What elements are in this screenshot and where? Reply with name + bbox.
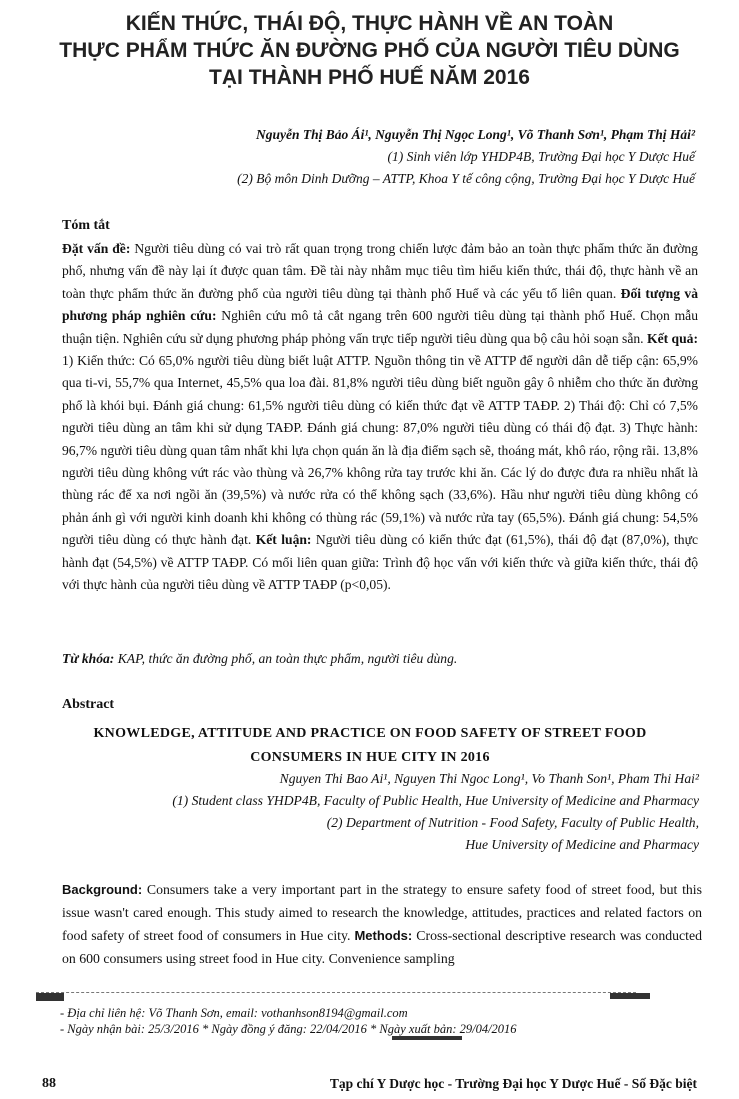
article-title (20, 10, 719, 91)
en-abstract-heading: Abstract (62, 697, 115, 712)
en-article-title (30, 722, 710, 770)
vn-methods-label: Đối tượng và phương pháp nghiên cứu: (62, 285, 698, 324)
vn-keywords-label: Từ khóa: (62, 651, 115, 666)
title-line-2: THỰC PHẨM THỨC ĂN ĐƯỜNG PHỐ CỦA NGƯỜI TIÊU DÙNG (59, 39, 680, 62)
scan-noise (36, 993, 64, 1001)
en-author-block (172, 768, 699, 856)
vn-background-label: Đặt vấn đề: (62, 241, 131, 256)
en-affiliation-2a: (2) Department of Nutrition - Food Safety, Faculty of Public Health, (326, 815, 699, 830)
en-methods-text: Cross-sectional descriptive research was conducted on 600 consumers using street food in Hue city. Convenience sampling (62, 928, 703, 966)
journal-footer: Tạp chí Y Dược học - Trường Đại học Y Dược Huế - Số Đặc biệt (329, 1076, 697, 1091)
vn-results-label: Kết quả: (647, 330, 698, 346)
en-methods-label: Methods: (354, 928, 413, 943)
vn-conclusion-text: Người tiêu dùng có kiến thức đạt (61,5%), thái độ đạt (87,0%), thực hành đạt (54,5%) về ATTP TAĐP. Có mối liên quan giữa: Trình độ học vấn với kiến thức và giữa kiến thức, thái độ với thực hành của người tiêu dùng về ATTP TAĐP (p<0,05). (62, 532, 698, 593)
en-title-line-2: CONSUMERS IN HUE CITY IN 2016 (250, 750, 490, 765)
vn-methods-text: Nghiên cứu mô tả cắt ngang trên 600 người tiêu dùng tại thành phố Huế. Chọn mẫu thuận tiện. Nghiên cứu sử dụng phương pháp phỏng vấn trực tiếp người tiêu dùng qua bộ câu hỏi soạn sẵn. (62, 308, 698, 346)
scan-noise (610, 993, 650, 999)
vn-abstract-heading: Tóm tắt (62, 218, 110, 233)
title-line-1: KIẾN THỨC, THÁI ĐỘ, THỰC HÀNH VỀ AN TOÀN (125, 12, 614, 35)
vn-keywords-text: KAP, thức ăn đường phố, an toàn thực phẩm, người tiêu dùng. (117, 651, 458, 666)
page-number: 88 (42, 1076, 56, 1091)
vn-background-text: Người tiêu dùng có vai trò rất quan trọng trong chiến lược đảm bảo an toàn thực phẩm thức ăn đường phố, nhưng vấn đề này lại ít được quan tâm. Đề tài này nhằm mục tiêu tìm hiểu kiến thức, thái độ, thực hành về an toàn thực phẩm thức ăn đường phố của người tiêu dùng tại thành phố Huế và các yếu tố liên quan. (62, 241, 698, 301)
en-affiliation-1: (1) Student class YHDP4B, Faculty of Public Health, Hue University of Medicine and Pharmacy (172, 793, 699, 808)
en-abstract-body (62, 878, 702, 970)
footnote-dates: - Ngày nhận bài: 25/3/2016 * Ngày đồng ý đăng: 22/04/2016 * Ngày xuất bản: 29/04/2016 (60, 1022, 517, 1036)
vn-keywords (62, 651, 457, 667)
vn-conclusion-label: Kết luận: (255, 532, 312, 548)
vn-abstract-body (62, 238, 698, 597)
affiliation-1: (1) Sinh viên lớp YHDP4B, Trường Đại học Y Dược Huế (387, 149, 695, 164)
en-affiliation-2b: Hue University of Medicine and Pharmacy (465, 837, 699, 852)
affiliation-2: (2) Bộ môn Dinh Dưỡng – ATTP, Khoa Y tế công cộng, Trường Đại học Y Dược Huế (237, 171, 695, 186)
en-author-names: Nguyen Thi Bao Ai¹, Nguyen Thi Ngoc Long¹, Vo Thanh Son¹, Pham Thi Hai² (279, 771, 699, 786)
author-block (237, 124, 695, 190)
en-background-label: Background: (62, 882, 143, 897)
en-title-line-1: KNOWLEDGE, ATTITUDE AND PRACTICE ON FOOD SAFETY OF STREET FOOD (93, 726, 647, 741)
author-names: Nguyễn Thị Bảo Ái¹, Nguyễn Thị Ngọc Long¹, Võ Thanh Sơn¹, Phạm Thị Hải² (255, 127, 695, 142)
vn-results-text: 1) Kiến thức: Có 65,0% người tiêu dùng biết luật ATTP. Nguồn thông tin về ATTP để người dân dễ tiếp cận: 65,9% qua ti-vi, 55,7% qua Internet, 45,5% qua loa đài. 81,8% người tiêu dùng biết nguồn gây ô nhiễm cho thức ăn đường phố là khói bụi. Đánh giá chung: 61,5% người tiêu dùng có kiến thức đạt về ATTP TAĐP. 2) Thái độ: Chỉ có 7,5% người tiêu dùng an tâm khi sử dụng TAĐP. Đánh giá chung: 87,0% người tiêu dùng có thái độ đạt. 3) Thực hành: 96,7% người tiêu dùng quan tâm nhất khi lựa chọn quán ăn là địa điểm sạch sẽ, thoáng mát, khô ráo, rộng rãi. 13,8% người tiêu dùng không vứt rác vào thùng và 26,7% không rửa tay trước khi ăn. Các lý do được đưa ra nhiều nhất là thùng rác để xa nơi ngồi ăn (39,5%) và nước rửa có thể không sạch (33,6%). Hầu như người tiêu dùng không có phản ánh gì với người kinh doanh khi không có thùng rác (59,1%) và nước rửa tay (65,5%). Đánh giá chung: 54,5% người tiêu dùng có thực hành đạt. (62, 353, 698, 548)
title-line-3: TẠI THÀNH PHỐ HUẾ NĂM 2016 (209, 66, 530, 89)
en-background-text: Consumers take a very important part in the strategy to ensure safety food of street food, but this issue wasn't cared enough. This study aimed to research the knowledge, attitudes, practices and related factors on food safety of street food of consumers in Hue city. (62, 882, 703, 943)
footnote-contact: - Địa chỉ liên hệ: Võ Thanh Sơn, email: vothanhson8194@gmail.com (60, 1006, 408, 1020)
